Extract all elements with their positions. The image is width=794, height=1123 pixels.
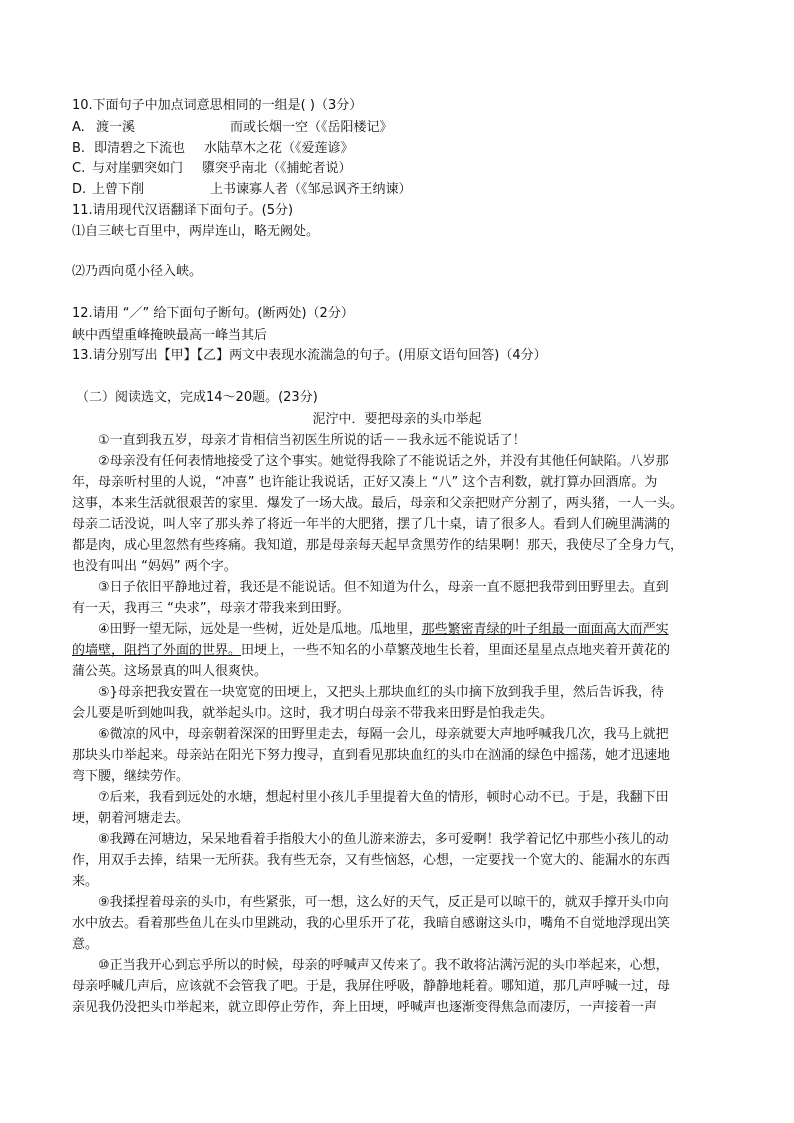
paragraph-line: 意。 (72, 937, 99, 952)
paragraph-line: ⑩正当我开心到忘乎所以的时候，母亲的呼喊声又传来了。我不敢将沾满污泥的头巾举起来，心想， (98, 958, 669, 973)
paragraph-line: 蒲公英。这场景真的叫人很爽快。 (72, 664, 268, 679)
paragraph-line: 都是肉，成心里忽然有些疼痛。我知道，那是母亲每天起早贪黑劳作的结果啊！那天，我使尽了全身力气， (72, 538, 684, 553)
option-label: B. (72, 141, 86, 156)
q10-option-d (72, 180, 412, 200)
paragraph-line: 水中放去。看着那些鱼儿在头巾里跳动，我的心里乐开了花，我暗自感谢这头巾，嘴角不自觉地浮现出笑 (72, 916, 671, 931)
paragraph-line: 母亲二话没说，叫人宰了那头养了将近一年半的大肥猪，摆了几十桌，请了很多人。看到人们碗里满满的 (72, 517, 671, 532)
paragraph-line: 来。 (72, 874, 99, 889)
paragraph-line: 母亲呼喊几声后，应该就不会管我了吧。于是，我屏住呼吸，静静地耗着。哪知道，那几声呼喊一过，母 (72, 979, 671, 994)
option-left-text: 上曾下削 (92, 182, 145, 197)
option-left-text: 即清碧之下流也 (94, 141, 186, 156)
paragraph-line: 埂，朝着河塘走去。 (72, 811, 190, 826)
paragraph-line: 亲见我仍没把头巾举起来，就立即停止劳作，奔上田埂，呼喊声也逐渐变得焦急而凄厉，一声接着一声 (72, 1000, 658, 1015)
underlined-sentence-part: 的墙壁，阻挡了外面的世界。 (72, 643, 242, 658)
paragraph-line: ⑥微凉的风中，母亲朝着深深的田野里走去，每隔一会儿，母亲就要大声地呼喊我几次，我马上就把 (98, 727, 669, 742)
q11-item-1: ⑴自三峡七百里中，两岸连山，略无阙处。 (72, 224, 320, 239)
q10-option-a (72, 118, 393, 138)
paragraph-line: 会儿要是听到她叫我，就举起头巾。这时，我才明白母亲不带我来田野是怕我走失。 (72, 706, 554, 721)
section2-heading: （二）阅读选文，完成14～20题。(23分) (76, 390, 318, 405)
q12-text: 峡中西望重峰掩映最高一峰当其后 (72, 328, 268, 343)
option-left-text: 与对崖驷突如门 (92, 161, 184, 176)
q10-option-c (72, 159, 352, 179)
q13-stem: 13.请分别写出【甲】【乙】两文中表现水流湍急的句子。(用原文语句回答)（4分） (72, 348, 547, 363)
paragraph-line: ②母亲没有任何表情地接受了这个事实。她觉得我除了不能说话之外，并没有其他任何缺陷。八岁那 (98, 454, 669, 469)
paragraph-line: ⑧我蹲在河塘边，呆呆地看着手指般大小的鱼儿游来游去，多可爱啊！我学着记忆中那些小孩儿的动 (98, 832, 669, 847)
paragraph-line: 这事，本来生活就很艰苦的家里．爆发了一场大战。最后，母亲和父亲把财产分割了，两头猪，一人一头。 (72, 496, 684, 511)
option-label: C. (72, 161, 86, 176)
article-title: 泥泞中．要把母亲的头巾举起 (312, 412, 482, 427)
option-left-text: 渡一溪 (96, 120, 136, 135)
text-segment: 田埂上，一些不知名的小草繁茂地生长着，里面还星星点点地夹着开黄花的 (241, 643, 671, 658)
paragraph-line: ③日子依旧平静地过着，我还是不能说话。但不知道为什么，母亲一直不愿把我带到田野里去。直到 (98, 580, 669, 595)
q10-option-b (72, 139, 354, 159)
paragraph-line (98, 620, 669, 640)
paragraph-line: ⑤}母亲把我安置在一块宽宽的田埂上，又把头上那块血红的头巾摘下放到我手里，然后告诉我，待 (98, 685, 664, 700)
q11-item-2: ⑵乃西向觅小径入峡。 (72, 264, 203, 279)
text-segment: ④田野一望无际，远处是一些树，近处是瓜地。瓜地里， (98, 622, 422, 637)
paragraph-line: 作，用双手去捧，结果一无所获。我有些无奈，又有些恼怒，心想，一定要找一个宽大的、能漏水的东西 (72, 853, 671, 868)
paragraph-line: ⑦后来，我看到远处的水塘，想起村里小孩儿手里提着大鱼的情形，顿时心动不已。于是，我翻下田 (98, 790, 669, 805)
paragraph-line (72, 641, 670, 661)
paragraph-line: 有一天，我再三 “央求”，母亲才带我来到田野。 (72, 601, 350, 616)
paragraph-line: ⑨我揉捏着母亲的头巾，有些紧张，可一想，这么好的天气，反正是可以晾干的，就双手撑开头巾向 (98, 895, 669, 910)
option-right-text: 上书谏寡人者（《邹忌讽齐王纳谏） (210, 182, 412, 197)
paragraph-line: 那块头巾举起来。母亲站在阳光下努力搜寻，直到看见那块血红的头巾在汹涌的绿色中摇荡，她才迅速地 (72, 748, 671, 763)
option-label: D. (72, 182, 87, 197)
q11-stem: 11.请用现代汉语翻译下面句子。(5分) (72, 203, 294, 218)
paragraph-line: 年，母亲听村里的人说，“冲喜” 也许能让我说话，正好又凑上 “八” 这个吉利数，就打算办回酒席。为 (72, 475, 658, 490)
paragraph-line: 弯下腰，继续劳作。 (72, 769, 190, 784)
option-label: A. (72, 120, 85, 135)
underlined-sentence-part: 那些繁密青绿的叶子组最一面面高大而严实 (421, 622, 669, 637)
paragraph-line: ①一直到我五岁，母亲才肯相信当初医生所说的话－－我永远不能说话了！ (98, 433, 526, 448)
q10-stem: 10.下面句子中加点词意思相同的一组是( )（3分） (72, 98, 363, 113)
paragraph-line: 也没有叫出 “妈妈” 两个字。 (72, 559, 237, 574)
option-right-text: 而或长烟一空（《岳阳楼记》 (230, 120, 393, 135)
option-right-text: 隳突乎南北（《捕蛇者说） (202, 161, 352, 176)
option-right-text: 水陆草木之花（《爱莲谚》 (204, 141, 354, 156)
q12-stem: 12.请用 “／” 给下面句子断句。(断两处)（2分） (72, 306, 354, 321)
